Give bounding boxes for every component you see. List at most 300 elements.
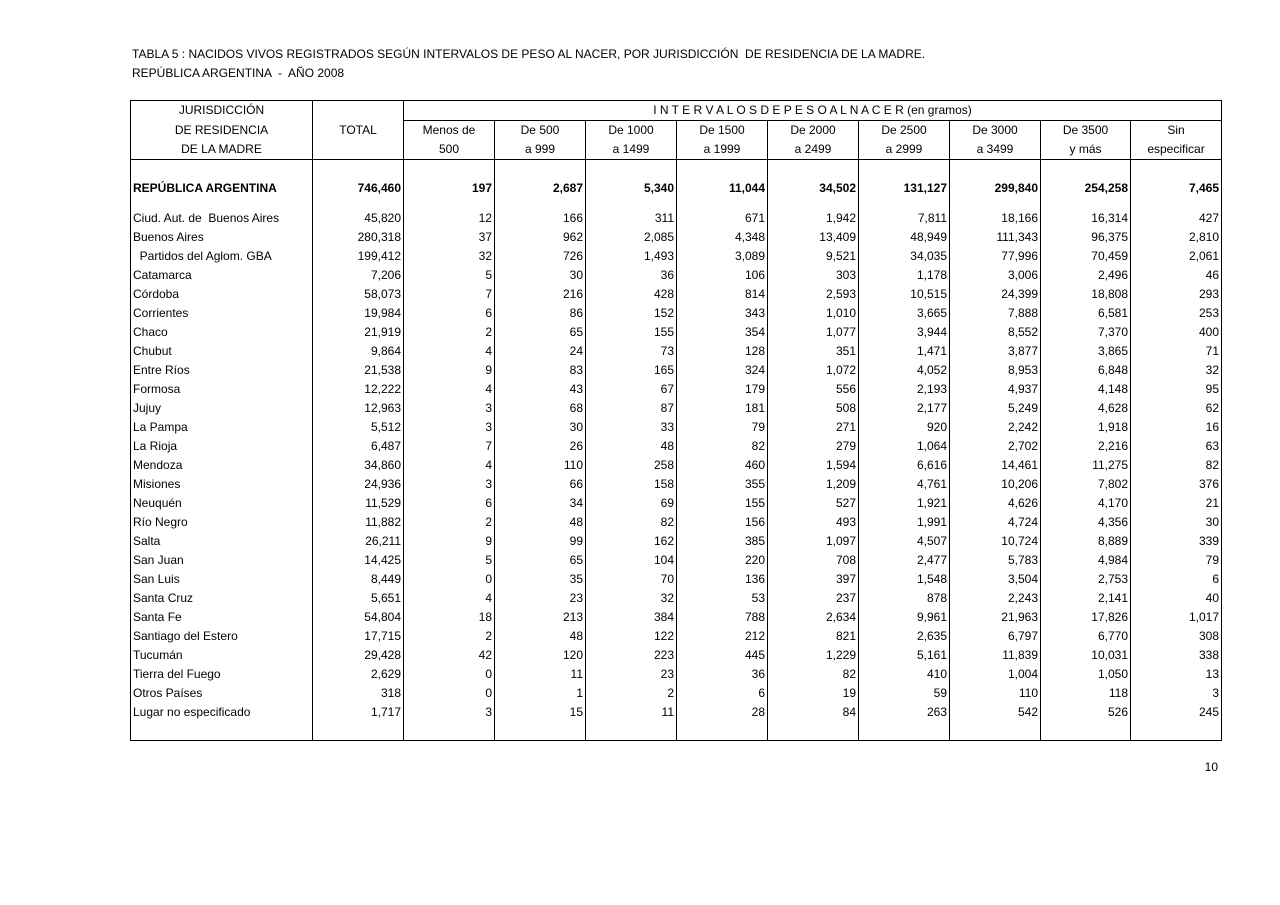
interval-value: 9 — [404, 532, 495, 551]
interval-value: 726 — [495, 247, 586, 266]
interval-value: 4,148 — [1041, 380, 1131, 399]
interval-value: 6,770 — [1041, 627, 1131, 646]
interval-value: 6 — [404, 304, 495, 323]
interval-value: 82 — [768, 665, 859, 684]
interval-value: 3,504 — [950, 570, 1041, 589]
spacer-cell — [495, 160, 586, 180]
jurisdiction-row — [131, 703, 1222, 722]
interval-value: 216 — [495, 285, 586, 304]
header-interval-2-line2: a 1499 — [586, 140, 677, 160]
jurisdiction-name: Partidos del Aglom. GBA — [131, 247, 313, 266]
interval-value: 110 — [495, 456, 586, 475]
interval-value: 293 — [1131, 285, 1222, 304]
jurisdiction-row — [131, 361, 1222, 380]
interval-value: 254,258 — [1041, 179, 1131, 198]
header-interval-5-line2: a 2999 — [859, 140, 950, 160]
interval-value: 5 — [404, 551, 495, 570]
interval-value: 245 — [1131, 703, 1222, 722]
header-total: TOTAL — [313, 121, 404, 141]
interval-value: 1,010 — [768, 304, 859, 323]
interval-value: 11,044 — [677, 179, 768, 198]
header-interval-7-line2: y más — [1041, 140, 1131, 160]
intervals-title-text: I N T E R V A L O S D E P E S O A L N A C E R — [653, 103, 904, 117]
jurisdiction-row — [131, 627, 1222, 646]
interval-value: 11 — [586, 703, 677, 722]
interval-value: 1,548 — [859, 570, 950, 589]
interval-value: 59 — [859, 684, 950, 703]
header-total-blank-2 — [313, 140, 404, 160]
spacer-cell — [131, 160, 313, 180]
interval-value: 30 — [1131, 513, 1222, 532]
spacer-cell — [586, 722, 677, 741]
total-value: 21,919 — [313, 323, 404, 342]
spacer-cell — [404, 722, 495, 741]
total-value: 17,715 — [313, 627, 404, 646]
interval-value: 70,459 — [1041, 247, 1131, 266]
interval-value: 65 — [495, 323, 586, 342]
interval-value: 152 — [586, 304, 677, 323]
jurisdiction-name: Buenos Aires — [131, 228, 313, 247]
interval-value: 14,461 — [950, 456, 1041, 475]
interval-value: 279 — [768, 437, 859, 456]
interval-value: 10,515 — [859, 285, 950, 304]
interval-value: 303 — [768, 266, 859, 285]
interval-value: 18,808 — [1041, 285, 1131, 304]
interval-value: 181 — [677, 399, 768, 418]
interval-value: 3 — [404, 703, 495, 722]
interval-value: 0 — [404, 665, 495, 684]
interval-value: 7,465 — [1131, 179, 1222, 198]
interval-value: 79 — [677, 418, 768, 437]
total-value: 11,529 — [313, 494, 404, 513]
interval-value: 3 — [404, 418, 495, 437]
total-value: 19,984 — [313, 304, 404, 323]
spacer-cell — [313, 160, 404, 180]
total-value: 318 — [313, 684, 404, 703]
interval-value: 71 — [1131, 342, 1222, 361]
interval-value: 162 — [586, 532, 677, 551]
interval-value: 962 — [495, 228, 586, 247]
jurisdiction-row — [131, 646, 1222, 665]
interval-value: 165 — [586, 361, 677, 380]
interval-value: 84 — [768, 703, 859, 722]
interval-value: 43 — [495, 380, 586, 399]
interval-value: 4,052 — [859, 361, 950, 380]
interval-value: 6,616 — [859, 456, 950, 475]
spacer-row — [131, 198, 1222, 209]
jurisdiction-row — [131, 513, 1222, 532]
interval-value: 122 — [586, 627, 677, 646]
interval-value: 1,004 — [950, 665, 1041, 684]
interval-value: 82 — [586, 513, 677, 532]
header-interval-8-line2: especificar — [1131, 140, 1222, 160]
interval-value: 8,953 — [950, 361, 1041, 380]
interval-value: 34 — [495, 494, 586, 513]
interval-value: 36 — [586, 266, 677, 285]
interval-value: 10,724 — [950, 532, 1041, 551]
header-interval-1-line1: De 500 — [495, 121, 586, 141]
spacer-cell — [768, 198, 859, 209]
interval-value: 2,593 — [768, 285, 859, 304]
birth-weight-table — [130, 100, 1222, 741]
interval-value: 0 — [404, 570, 495, 589]
interval-value: 9,961 — [859, 608, 950, 627]
interval-value: 82 — [677, 437, 768, 456]
spacer-cell — [677, 198, 768, 209]
interval-value: 6,581 — [1041, 304, 1131, 323]
interval-value: 28 — [677, 703, 768, 722]
jurisdiction-name: Santa Cruz — [131, 589, 313, 608]
interval-value: 258 — [586, 456, 677, 475]
spacer-cell — [404, 160, 495, 180]
interval-value: 48 — [586, 437, 677, 456]
interval-value: 128 — [677, 342, 768, 361]
interval-value: 4,348 — [677, 228, 768, 247]
interval-value: 15 — [495, 703, 586, 722]
interval-value: 118 — [1041, 684, 1131, 703]
interval-value: 410 — [859, 665, 950, 684]
interval-value: 4,724 — [950, 513, 1041, 532]
interval-value: 179 — [677, 380, 768, 399]
total-value: 29,428 — [313, 646, 404, 665]
interval-value: 46 — [1131, 266, 1222, 285]
interval-value: 17,826 — [1041, 608, 1131, 627]
interval-value: 4,628 — [1041, 399, 1131, 418]
interval-value: 4 — [404, 456, 495, 475]
header-interval-0-line2: 500 — [404, 140, 495, 160]
interval-value: 35 — [495, 570, 586, 589]
interval-value: 920 — [859, 418, 950, 437]
interval-value: 69 — [586, 494, 677, 513]
interval-value: 66 — [495, 475, 586, 494]
interval-value: 83 — [495, 361, 586, 380]
interval-value: 400 — [1131, 323, 1222, 342]
interval-value: 16,314 — [1041, 209, 1131, 228]
jurisdiction-row — [131, 494, 1222, 513]
spacer-cell — [677, 722, 768, 741]
interval-value: 2 — [404, 627, 495, 646]
interval-value: 16 — [1131, 418, 1222, 437]
interval-value: 11,275 — [1041, 456, 1131, 475]
interval-value: 237 — [768, 589, 859, 608]
jurisdiction-name: Ciud. Aut. de Buenos Aires — [131, 209, 313, 228]
spacer-cell — [586, 198, 677, 209]
interval-value: 354 — [677, 323, 768, 342]
interval-value: 338 — [1131, 646, 1222, 665]
interval-value: 2,061 — [1131, 247, 1222, 266]
jurisdiction-row — [131, 247, 1222, 266]
interval-value: 136 — [677, 570, 768, 589]
interval-value: 1,072 — [768, 361, 859, 380]
jurisdiction-name: Chubut — [131, 342, 313, 361]
header-interval-2-line1: De 1000 — [586, 121, 677, 141]
interval-value: 24,399 — [950, 285, 1041, 304]
national-total-row — [131, 179, 1222, 198]
jurisdiction-name: Córdoba — [131, 285, 313, 304]
total-value: 7,206 — [313, 266, 404, 285]
spacer-cell — [1131, 160, 1222, 180]
interval-value: 1,077 — [768, 323, 859, 342]
interval-value: 63 — [1131, 437, 1222, 456]
interval-value: 18,166 — [950, 209, 1041, 228]
interval-value: 1,229 — [768, 646, 859, 665]
jurisdiction-row — [131, 456, 1222, 475]
interval-value: 385 — [677, 532, 768, 551]
interval-value: 1,594 — [768, 456, 859, 475]
interval-value: 428 — [586, 285, 677, 304]
spacer-cell — [859, 722, 950, 741]
interval-value: 30 — [495, 266, 586, 285]
jurisdiction-name: Catamarca — [131, 266, 313, 285]
spacer-cell — [131, 722, 313, 741]
spacer-cell — [768, 160, 859, 180]
spacer-row — [131, 160, 1222, 180]
jurisdiction-row — [131, 665, 1222, 684]
interval-value: 4 — [404, 589, 495, 608]
interval-value: 0 — [404, 684, 495, 703]
spacer-cell — [1131, 198, 1222, 209]
interval-value: 32 — [404, 247, 495, 266]
interval-value: 3,877 — [950, 342, 1041, 361]
interval-value: 120 — [495, 646, 586, 665]
interval-value: 2,635 — [859, 627, 950, 646]
interval-value: 3 — [404, 475, 495, 494]
interval-value: 48,949 — [859, 228, 950, 247]
header-interval-4-line1: De 2000 — [768, 121, 859, 141]
interval-value: 48 — [495, 627, 586, 646]
jurisdiction-row — [131, 684, 1222, 703]
total-value: 1,717 — [313, 703, 404, 722]
interval-value: 2 — [404, 513, 495, 532]
interval-value: 2,702 — [950, 437, 1041, 456]
jurisdiction-name: Tucumán — [131, 646, 313, 665]
spacer-cell — [950, 722, 1041, 741]
interval-value: 2,193 — [859, 380, 950, 399]
jurisdiction-row — [131, 589, 1222, 608]
jurisdiction-name: Santiago del Estero — [131, 627, 313, 646]
jurisdiction-row — [131, 532, 1222, 551]
interval-value: 2 — [404, 323, 495, 342]
interval-value: 18 — [404, 608, 495, 627]
interval-value: 212 — [677, 627, 768, 646]
interval-value: 34,502 — [768, 179, 859, 198]
interval-value: 508 — [768, 399, 859, 418]
interval-value: 4,937 — [950, 380, 1041, 399]
jurisdiction-name: Tierra del Fuego — [131, 665, 313, 684]
total-value: 12,963 — [313, 399, 404, 418]
interval-value: 158 — [586, 475, 677, 494]
interval-value: 351 — [768, 342, 859, 361]
interval-value: 87 — [586, 399, 677, 418]
interval-value: 2,177 — [859, 399, 950, 418]
spacer-cell — [1041, 198, 1131, 209]
interval-value: 5,161 — [859, 646, 950, 665]
interval-value: 37 — [404, 228, 495, 247]
header-interval-6-line2: a 3499 — [950, 140, 1041, 160]
interval-value: 197 — [404, 179, 495, 198]
interval-value: 7,802 — [1041, 475, 1131, 494]
jurisdiction-name: Jujuy — [131, 399, 313, 418]
spacer-cell — [859, 198, 950, 209]
interval-value: 13 — [1131, 665, 1222, 684]
jurisdiction-name: Entre Ríos — [131, 361, 313, 380]
interval-value: 2,810 — [1131, 228, 1222, 247]
spacer-cell — [859, 160, 950, 180]
interval-value: 77,996 — [950, 247, 1041, 266]
total-value: 26,211 — [313, 532, 404, 551]
interval-value: 1 — [495, 684, 586, 703]
jurisdiction-name: La Rioja — [131, 437, 313, 456]
total-value: 199,412 — [313, 247, 404, 266]
jurisdiction-name: Salta — [131, 532, 313, 551]
interval-value: 3,089 — [677, 247, 768, 266]
jurisdiction-name: Neuquén — [131, 494, 313, 513]
jurisdiction-row — [131, 285, 1222, 304]
interval-value: 53 — [677, 589, 768, 608]
total-value: 34,860 — [313, 456, 404, 475]
jurisdiction-row — [131, 570, 1222, 589]
interval-value: 2,753 — [1041, 570, 1131, 589]
interval-value: 6 — [677, 684, 768, 703]
interval-value: 427 — [1131, 209, 1222, 228]
interval-value: 73 — [586, 342, 677, 361]
interval-value: 70 — [586, 570, 677, 589]
interval-value: 6 — [1131, 570, 1222, 589]
interval-value: 155 — [586, 323, 677, 342]
interval-value: 7,888 — [950, 304, 1041, 323]
interval-value: 878 — [859, 589, 950, 608]
total-value: 6,487 — [313, 437, 404, 456]
interval-value: 223 — [586, 646, 677, 665]
jurisdiction-name: La Pampa — [131, 418, 313, 437]
jurisdiction-row — [131, 266, 1222, 285]
interval-value: 7 — [404, 285, 495, 304]
interval-value: 68 — [495, 399, 586, 418]
interval-value: 99 — [495, 532, 586, 551]
interval-value: 3,944 — [859, 323, 950, 342]
interval-value: 12 — [404, 209, 495, 228]
header-interval-6-line1: De 3000 — [950, 121, 1041, 141]
interval-value: 11 — [495, 665, 586, 684]
interval-value: 7 — [404, 437, 495, 456]
interval-value: 4 — [404, 380, 495, 399]
interval-value: 527 — [768, 494, 859, 513]
interval-value: 2,687 — [495, 179, 586, 198]
interval-value: 166 — [495, 209, 586, 228]
spacer-cell — [495, 722, 586, 741]
jurisdiction-name: Corrientes — [131, 304, 313, 323]
total-value: 2,629 — [313, 665, 404, 684]
interval-value: 308 — [1131, 627, 1222, 646]
spacer-cell — [313, 722, 404, 741]
interval-value: 4,170 — [1041, 494, 1131, 513]
interval-value: 376 — [1131, 475, 1222, 494]
interval-value: 3,665 — [859, 304, 950, 323]
interval-value: 355 — [677, 475, 768, 494]
interval-value: 48 — [495, 513, 586, 532]
interval-value: 2,243 — [950, 589, 1041, 608]
interval-value: 23 — [495, 589, 586, 608]
jurisdiction-name: Santa Fe — [131, 608, 313, 627]
interval-value: 40 — [1131, 589, 1222, 608]
interval-value: 82 — [1131, 456, 1222, 475]
interval-value: 1,050 — [1041, 665, 1131, 684]
jurisdiction-row — [131, 475, 1222, 494]
header-interval-8-line1: Sin — [1131, 121, 1222, 141]
jurisdiction-row — [131, 228, 1222, 247]
spacer-cell — [586, 160, 677, 180]
total-value: 9,864 — [313, 342, 404, 361]
spacer-cell — [313, 198, 404, 209]
spacer-cell — [950, 160, 1041, 180]
interval-value: 4,761 — [859, 475, 950, 494]
interval-value: 62 — [1131, 399, 1222, 418]
interval-value: 3,865 — [1041, 342, 1131, 361]
interval-value: 4,626 — [950, 494, 1041, 513]
spacer-cell — [495, 198, 586, 209]
table-title: TABLA 5 : NACIDOS VIVOS REGISTRADOS SEGÚN INTERVALOS DE PESO AL NACER, POR JURISDICCIÓN DE RESIDENCIA DE LA MADRE. — [132, 47, 926, 61]
interval-value: 2,085 — [586, 228, 677, 247]
jurisdiction-name: San Luis — [131, 570, 313, 589]
total-value: 5,651 — [313, 589, 404, 608]
interval-value: 526 — [1041, 703, 1131, 722]
total-value: 12,222 — [313, 380, 404, 399]
interval-value: 6,797 — [950, 627, 1041, 646]
total-value: 280,318 — [313, 228, 404, 247]
interval-value: 26 — [495, 437, 586, 456]
total-value: 54,804 — [313, 608, 404, 627]
jurisdiction-row — [131, 437, 1222, 456]
interval-value: 220 — [677, 551, 768, 570]
interval-value: 19 — [768, 684, 859, 703]
interval-value: 1,942 — [768, 209, 859, 228]
interval-value: 1,209 — [768, 475, 859, 494]
interval-value: 671 — [677, 209, 768, 228]
interval-value: 1,921 — [859, 494, 950, 513]
interval-value: 1,064 — [859, 437, 950, 456]
interval-value: 5 — [404, 266, 495, 285]
interval-value: 788 — [677, 608, 768, 627]
interval-value: 96,375 — [1041, 228, 1131, 247]
interval-value: 21 — [1131, 494, 1222, 513]
jurisdiction-name: San Juan — [131, 551, 313, 570]
interval-value: 21,963 — [950, 608, 1041, 627]
interval-value: 493 — [768, 513, 859, 532]
total-value: 11,882 — [313, 513, 404, 532]
jurisdiction-name: Lugar no especificado — [131, 703, 313, 722]
spacer-row — [131, 722, 1222, 741]
interval-value: 8,552 — [950, 323, 1041, 342]
interval-value: 32 — [586, 589, 677, 608]
interval-value: 1,178 — [859, 266, 950, 285]
interval-value: 324 — [677, 361, 768, 380]
interval-value: 1,918 — [1041, 418, 1131, 437]
interval-value: 311 — [586, 209, 677, 228]
interval-value: 34,035 — [859, 247, 950, 266]
interval-value: 9 — [404, 361, 495, 380]
interval-value: 111,343 — [950, 228, 1041, 247]
interval-value: 3 — [1131, 684, 1222, 703]
interval-value: 4 — [404, 342, 495, 361]
interval-value: 10,206 — [950, 475, 1041, 494]
interval-value: 155 — [677, 494, 768, 513]
header-interval-0-line1: Menos de — [404, 121, 495, 141]
interval-value: 460 — [677, 456, 768, 475]
jurisdiction-name: Otros Países — [131, 684, 313, 703]
jurisdiction-name: Mendoza — [131, 456, 313, 475]
header-interval-3-line1: De 1500 — [677, 121, 768, 141]
interval-value: 131,127 — [859, 179, 950, 198]
